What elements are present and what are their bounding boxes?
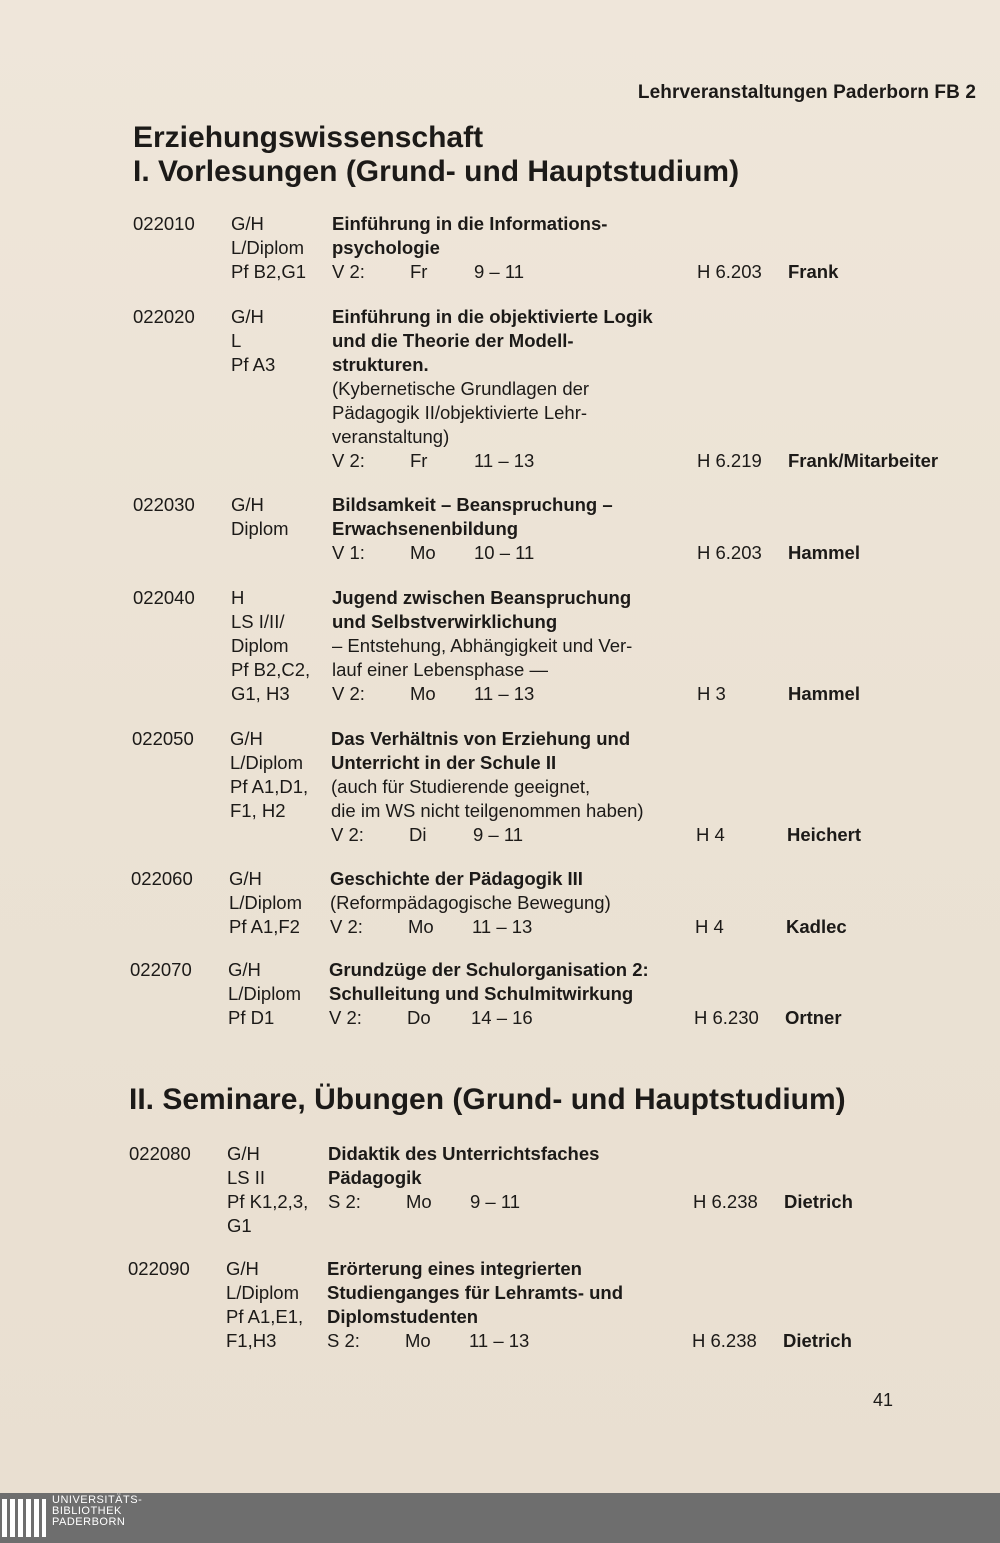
course-code: L [231, 330, 242, 351]
course-code: L/Diplom [229, 892, 302, 913]
entry-line [0, 1166, 1000, 1190]
course-number: 022090 [128, 1258, 190, 1279]
entry-line [0, 867, 1000, 891]
course-title-line: Schulleitung und Schulmitwirkung [329, 983, 634, 1004]
library-logo-icon [2, 1499, 46, 1537]
lecturer-name: Hammel [788, 542, 860, 563]
course-code: Pf K1,2,3, [227, 1191, 309, 1212]
entry-line [0, 1214, 1000, 1238]
entry-line [0, 823, 1000, 847]
lecturer-name: Frank/Mitarbeiter [788, 450, 939, 471]
entry-line [0, 958, 1000, 982]
lecturer-name: Heichert [787, 824, 862, 845]
course-code: L/Diplom [230, 752, 303, 773]
course-number: 022080 [129, 1143, 191, 1164]
entry-line [0, 751, 1000, 775]
course-title-line: Einführung in die objektivierte Logik [332, 306, 653, 327]
course-code: G/H [230, 728, 263, 749]
entry-line [0, 1142, 1000, 1166]
page-title: Erziehungswissenschaft [133, 121, 484, 154]
course-code: Pf D1 [228, 1007, 275, 1028]
library-footer [0, 1493, 1000, 1543]
entry-line [0, 305, 1000, 329]
lecturer-name: Dietrich [783, 1330, 852, 1351]
course-note-line: lauf einer Lebensphase — [332, 659, 548, 680]
course-code: Pf A1,D1, [230, 776, 309, 797]
course-code: LS I/II/ [231, 611, 285, 632]
course-code: G/H [227, 1143, 260, 1164]
course-code: L/Diplom [231, 237, 304, 258]
session-day: Di [409, 824, 427, 845]
entry-line [0, 799, 1000, 823]
course-entry [0, 212, 1000, 284]
session-time: 11 – 13 [474, 450, 535, 471]
course-title-line: Geschichte der Pädagogik III [330, 868, 583, 889]
course-code: G/H [229, 868, 262, 889]
course-code: LS II [227, 1167, 266, 1188]
course-note-line: (Reformpädagogische Bewegung) [330, 892, 611, 913]
course-number: 022020 [133, 306, 195, 327]
session-type: V 1: [332, 542, 365, 563]
course-code: L/Diplom [226, 1282, 299, 1303]
lecturer-name: Ortner [785, 1007, 842, 1028]
lecturer-name: Dietrich [784, 1191, 853, 1212]
session-day: Mo [405, 1330, 431, 1351]
session-room: H 6.238 [693, 1191, 758, 1212]
session-room: H 6.238 [692, 1330, 757, 1351]
entry-line [0, 658, 1000, 682]
entry-line [0, 1281, 1000, 1305]
course-note-line: (auch für Studierende geeignet, [331, 776, 591, 797]
course-number: 022040 [133, 587, 195, 608]
course-title-line: Das Verhältnis von Erziehung und [331, 728, 631, 749]
session-time: 11 – 13 [469, 1330, 530, 1351]
course-code: L/Diplom [228, 983, 301, 1004]
course-number: 022070 [130, 959, 192, 980]
session-type: V 2: [330, 916, 363, 937]
course-note-line: die im WS nicht teilgenommen haben) [331, 800, 644, 821]
course-title-line: Erwachsenenbildung [332, 518, 519, 539]
course-code: G1 [227, 1215, 252, 1236]
entry-line [0, 586, 1000, 610]
session-day: Mo [406, 1191, 432, 1212]
course-note-line: Pädagogik II/objektivierte Lehr- [332, 402, 588, 423]
entry-line [0, 1190, 1000, 1214]
session-day: Mo [408, 916, 434, 937]
entry-line [0, 1305, 1000, 1329]
course-number: 022010 [133, 213, 195, 234]
course-title-line: Grundzüge der Schulorganisation 2: [329, 959, 649, 980]
library-name-line: BIBLIOTHEK [52, 1505, 122, 1517]
session-day: Fr [410, 450, 428, 471]
session-type: V 2: [332, 683, 365, 704]
session-day: Mo [410, 683, 436, 704]
course-note-line: (Kybernetische Grundlagen der [332, 378, 590, 399]
session-time: 11 – 13 [472, 916, 533, 937]
course-code: G/H [231, 494, 264, 515]
entry-line [0, 353, 1000, 377]
entry-line [0, 449, 1000, 473]
course-entry [0, 1142, 1000, 1238]
entry-line [0, 517, 1000, 541]
course-code: G/H [228, 959, 261, 980]
course-title-line: Erörterung eines integrierten [327, 1258, 582, 1279]
course-title-line: Jugend zwischen Beanspruchung [332, 587, 632, 608]
course-entry [0, 727, 1000, 847]
course-number: 022060 [131, 868, 193, 889]
course-code: Pf A1,F2 [229, 916, 300, 937]
course-entry [0, 1257, 1000, 1353]
entry-line [0, 1257, 1000, 1281]
library-name-line: UNIVERSITÄTS- [52, 1494, 143, 1506]
session-room: H 4 [695, 916, 724, 937]
library-name [52, 1495, 142, 1528]
running-head: Lehrveranstaltungen Paderborn FB 2 [637, 82, 976, 103]
course-code: Pf A3 [231, 354, 276, 375]
course-code: Diplom [231, 635, 289, 656]
lecturer-name: Kadlec [786, 916, 847, 937]
section-heading-seminars: II. Seminare, Übungen (Grund- und Hauptstudium) [129, 1083, 846, 1116]
entry-line [0, 915, 1000, 939]
course-title-line: strukturen. [332, 354, 429, 375]
session-type: S 2: [327, 1330, 360, 1351]
course-code: Pf A1,E1, [226, 1306, 304, 1327]
course-number: 022050 [132, 728, 194, 749]
course-code: F1, H2 [230, 800, 286, 821]
session-time: 9 – 11 [474, 261, 525, 282]
course-entry [0, 305, 1000, 473]
entry-line [0, 982, 1000, 1006]
session-room: H 6.203 [697, 261, 762, 282]
entry-line [0, 236, 1000, 260]
course-note-line: veranstaltung) [332, 426, 450, 447]
course-code: G/H [231, 306, 264, 327]
session-time: 10 – 11 [474, 542, 535, 563]
session-room: H 3 [697, 683, 726, 704]
session-room: H 6.230 [694, 1007, 759, 1028]
course-code: H [231, 587, 245, 608]
section-heading-lectures: I. Vorlesungen (Grund- und Hauptstudium) [133, 155, 740, 188]
course-number: 022030 [133, 494, 195, 515]
session-room: H 4 [696, 824, 725, 845]
course-title-line: Einführung in die Informations- [332, 213, 608, 234]
course-title-line: und die Theorie der Modell- [332, 330, 574, 351]
course-entry [0, 958, 1000, 1030]
course-entry [0, 867, 1000, 939]
session-time: 14 – 16 [471, 1007, 533, 1028]
session-day: Fr [410, 261, 428, 282]
course-code: G/H [231, 213, 264, 234]
course-code: G/H [226, 1258, 259, 1279]
course-entry [0, 493, 1000, 565]
session-room: H 6.219 [697, 450, 762, 471]
course-title-line: Pädagogik [328, 1167, 422, 1188]
entry-line [0, 493, 1000, 517]
entry-line [0, 541, 1000, 565]
course-title-line: Studienganges für Lehramts- und [327, 1282, 624, 1303]
entry-line [0, 212, 1000, 236]
entry-line [0, 401, 1000, 425]
course-title-line: Diplomstudenten [327, 1306, 479, 1327]
entry-line [0, 377, 1000, 401]
library-name-line: PADERBORN [52, 1516, 126, 1528]
entry-line [0, 260, 1000, 284]
session-time: 9 – 11 [470, 1191, 521, 1212]
course-title-line: Bildsamkeit – Beanspruchung – [332, 494, 613, 515]
session-time: 9 – 11 [473, 824, 524, 845]
lecturer-name: Frank [788, 261, 839, 282]
entry-line [0, 682, 1000, 706]
entry-line [0, 610, 1000, 634]
session-room: H 6.203 [697, 542, 762, 563]
page-number: 41 [873, 1390, 894, 1410]
entry-line [0, 1329, 1000, 1353]
entry-line [0, 891, 1000, 915]
session-day: Do [407, 1007, 431, 1028]
entry-line [0, 775, 1000, 799]
session-type: V 2: [332, 261, 365, 282]
lecturer-name: Hammel [788, 683, 860, 704]
entry-line [0, 727, 1000, 751]
course-code: Pf B2,G1 [231, 261, 307, 282]
course-title-line: psychologie [332, 237, 440, 258]
entry-line [0, 425, 1000, 449]
entry-line [0, 329, 1000, 353]
course-code: G1, H3 [231, 683, 290, 704]
session-time: 11 – 13 [474, 683, 535, 704]
course-entry [0, 586, 1000, 706]
session-day: Mo [410, 542, 436, 563]
session-type: S 2: [328, 1191, 361, 1212]
entry-line [0, 634, 1000, 658]
session-type: V 2: [329, 1007, 362, 1028]
course-title-line: Didaktik des Unterrichtsfaches [328, 1143, 600, 1164]
course-title-line: und Selbstverwirklichung [332, 611, 558, 632]
course-title-line: Unterricht in der Schule II [331, 752, 557, 773]
session-type: V 2: [331, 824, 364, 845]
course-code: Pf B2,C2, [231, 659, 311, 680]
entry-line [0, 1006, 1000, 1030]
course-note-line: – Entstehung, Abhängigkeit und Ver- [332, 635, 633, 656]
course-code: F1,H3 [226, 1330, 277, 1351]
session-type: V 2: [332, 450, 365, 471]
course-code: Diplom [231, 518, 289, 539]
